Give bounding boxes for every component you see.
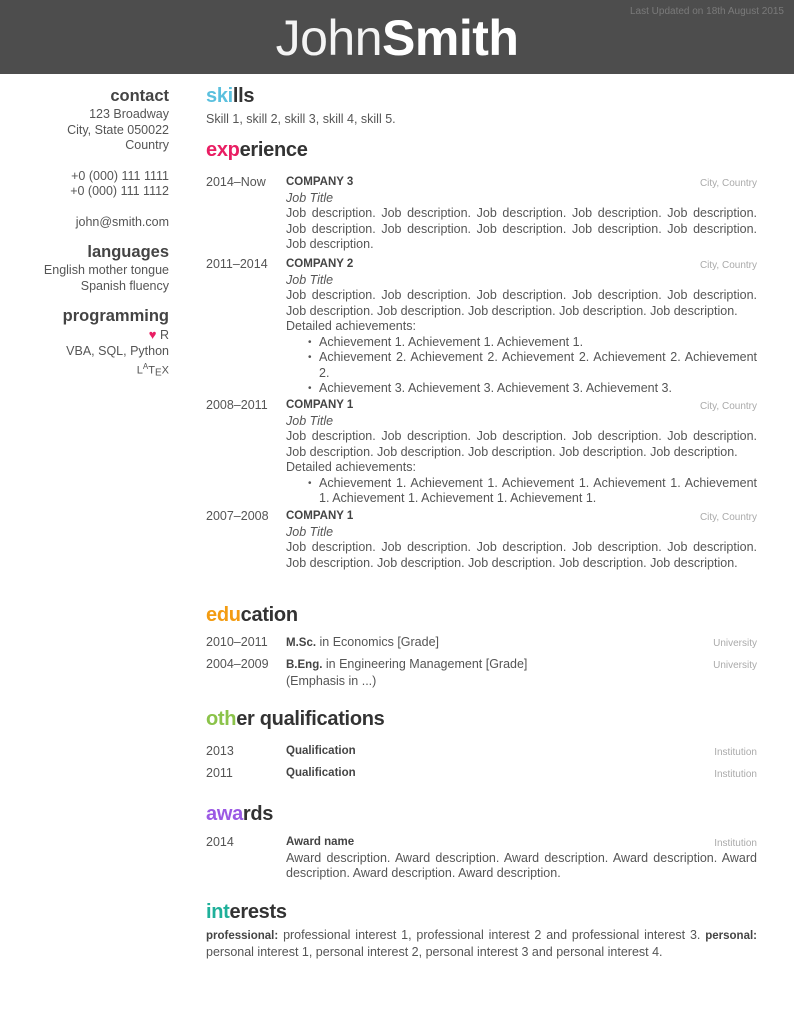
job-description: Job description. Job description. Job description. Job description. Job description. Job description. Job description. Job description. Job description. Job description. xyxy=(286,288,757,318)
achievement-item: • Achievement 2. Achievement 2. Achievement 2. Achievement 2. Achievement 2. xyxy=(319,350,757,381)
education-heading: education xyxy=(206,604,298,626)
company-location: City, Country xyxy=(699,512,757,523)
latex-logo: $L^AT_EX$ xyxy=(136,362,169,379)
qualification-name: Qualification xyxy=(286,767,356,779)
job-title: Job Title xyxy=(286,413,334,428)
institution-name: Institution xyxy=(714,747,757,758)
entry-date: 2011–2014 xyxy=(206,257,268,271)
skills-heading: skills xyxy=(206,85,255,107)
entry-date: 2008–2011 xyxy=(206,398,268,412)
address-line-2: City, State 050022 xyxy=(67,122,169,137)
sidebar xyxy=(20,86,169,381)
job-title: Job Title xyxy=(286,272,334,287)
professional-interests: professional interest 1, professional interest 2 and professional interest 3. xyxy=(283,928,701,942)
company-location: City, Country xyxy=(699,260,757,271)
entry-date: 2013 xyxy=(206,744,234,758)
company-location: City, Country xyxy=(699,401,757,412)
professional-label: professional: xyxy=(206,930,279,942)
phone-2: +0 (000) 111 1112 xyxy=(70,184,169,198)
achievement-item: • Achievement 1. Achievement 1. Achievement 1. xyxy=(319,335,757,351)
company-name: COMPANY 2 xyxy=(286,258,354,270)
institution-name: Institution xyxy=(714,769,757,780)
job-description: Job description. Job description. Job description. Job description. Job description. Job description. Job description. Job description. Job description. Job description. xyxy=(286,540,757,570)
degree-name: B.Eng. xyxy=(286,659,323,671)
personal-interests: personal interest 1, personal interest 2, personal interest 3 and personal interest 4. xyxy=(206,944,663,959)
achievement-item: • Achievement 1. Achievement 1. Achievement 1. Achievement 1. Achievement 1. Achievement 1. Achievement 1. Achievement 1. xyxy=(319,476,757,507)
last-name: Smith xyxy=(382,10,519,66)
phone-1: +0 (000) 111 1111 xyxy=(71,168,169,183)
personal-label: personal: xyxy=(705,930,757,942)
entry-date: 2010–2011 xyxy=(206,635,268,649)
experience-heading: experience xyxy=(206,139,308,161)
company-name: COMPANY 1 xyxy=(286,399,354,411)
degree-name: M.Sc. xyxy=(286,637,317,649)
achievements-list xyxy=(286,476,757,507)
institution-name: Institution xyxy=(714,838,757,849)
awards-heading: awards xyxy=(206,803,274,825)
achievements-list xyxy=(286,335,757,397)
interests-text xyxy=(206,928,757,960)
qualification-name: Qualification xyxy=(286,745,356,757)
achievements-label: Detailed achievements: xyxy=(286,319,416,333)
award-description: Award description. Award description. Award description. Award description. Award description. Award description. Award description. xyxy=(286,850,757,880)
award-name: Award name xyxy=(286,836,355,848)
job-description: Job description. Job description. Job description. Job description. Job description. Job description. Job description. Job description. Job description. Job description. xyxy=(286,429,757,459)
institution-name: University xyxy=(713,638,757,649)
achievements-label: Detailed achievements: xyxy=(286,460,416,474)
language-item: Spanish fluency xyxy=(80,278,169,293)
contact-heading: contact xyxy=(110,87,169,105)
job-title: Job Title xyxy=(286,524,334,539)
entry-date: 2004–2009 xyxy=(206,657,269,671)
language-item: English mother tongue xyxy=(43,263,169,277)
programming-favorite xyxy=(20,327,169,344)
entry-date: 2011 xyxy=(206,766,233,780)
interests-heading: interests xyxy=(206,901,287,923)
last-updated: Last Updated on 18th August 2015 xyxy=(629,6,784,17)
header-bar xyxy=(0,0,794,74)
entry-date: 2007–2008 xyxy=(206,509,269,523)
company-location: City, Country xyxy=(699,178,757,189)
job-description: Job description. Job description. Job description. Job description. Job description. Job description. Job description. Job description. Job description. Job description. Job description. xyxy=(286,206,757,251)
address-line-1: 123 Broadway xyxy=(89,107,169,121)
company-name: COMPANY 1 xyxy=(286,510,354,522)
entry-date: 2014–Now xyxy=(206,175,266,189)
institution-name: University xyxy=(713,660,757,671)
degree-field: in Engineering Management [Grade] xyxy=(322,657,528,671)
skills-text: Skill 1, skill 2, skill 3, skill 4, skill 5. xyxy=(206,112,396,126)
email-link[interactable]: john@smith.com xyxy=(75,214,169,229)
company-name: COMPANY 3 xyxy=(286,176,354,188)
full-name xyxy=(0,8,794,68)
entry-date: 2014 xyxy=(206,835,234,849)
programming-favorite-label: R xyxy=(159,328,169,342)
address-country: Country xyxy=(125,138,169,152)
first-name: John xyxy=(275,10,383,66)
languages-heading: languages xyxy=(87,243,169,261)
programming-other: VBA, SQL, Python xyxy=(66,343,169,358)
job-title: Job Title xyxy=(286,190,334,205)
programming-heading: programming xyxy=(62,307,169,325)
heart-icon: ♥ xyxy=(148,327,157,342)
degree-note: (Emphasis in ...) xyxy=(286,673,377,688)
degree-field: in Economics [Grade] xyxy=(316,635,440,649)
qualifications-heading: other qualifications xyxy=(206,708,385,730)
achievement-item: • Achievement 3. Achievement 3. Achievement 3. Achievement 3. xyxy=(319,381,757,397)
